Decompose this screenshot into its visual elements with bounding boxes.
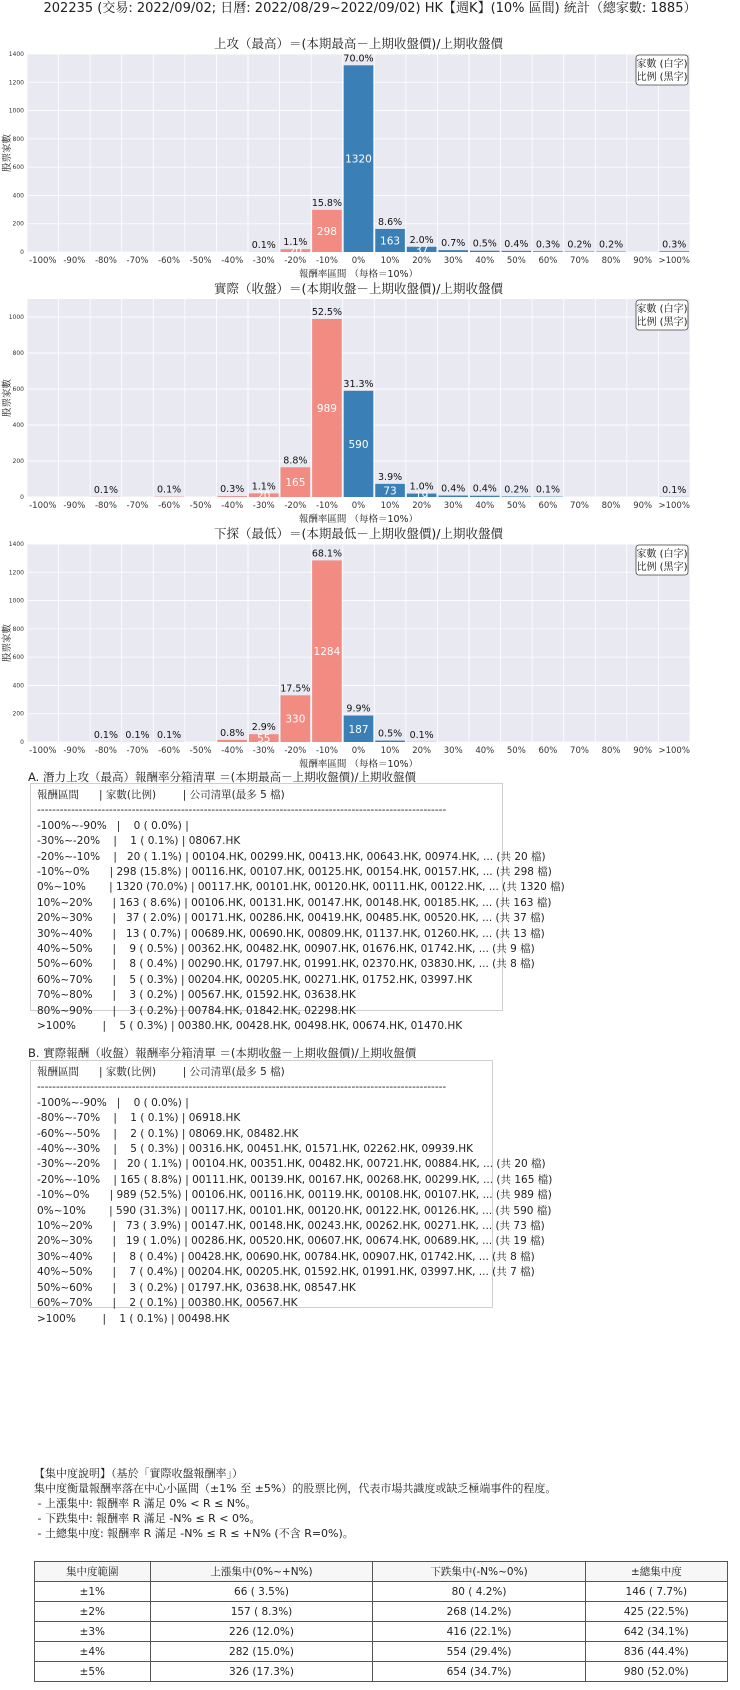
x-tick-label: -50% [189, 256, 212, 266]
x-tick-label: 0% [351, 501, 366, 511]
bar [659, 251, 689, 252]
list-item: -30%~-20% | 20 ( 1.1%) | 00104.HK, 00351.HK, 00482.HK, 00721.HK, 00884.HK, ... (共 20 檔) [37, 1158, 546, 1171]
x-tick-label: 20% [412, 746, 432, 756]
list-item: 40%~50% | 9 ( 0.5%) | 00362.HK, 00482.HK, 00907.HK, 01676.HK, 01742.HK, ... (共 9 檔) [37, 943, 535, 956]
list-item: 20%~30% | 19 ( 1.0%) | 00286.HK, 00520.HK, 00607.HK, 00674.HK, 00689.HK, ... (共 19 檔) [37, 1235, 545, 1248]
percent-label: 0.8% [220, 727, 245, 739]
percent-label: 0.5% [378, 728, 403, 740]
x-tick-label: -40% [221, 746, 244, 756]
y-tick-label: 1000 [8, 107, 24, 115]
percent-label: 0.4% [441, 483, 466, 495]
x-tick-label: -30% [252, 501, 275, 511]
table-cell: 268 (14.2%) [373, 1602, 585, 1622]
list-item: -10%~0% | 298 (15.8%) | 00116.HK, 00107.HK, 00125.HK, 00154.HK, 00157.HK, ... (共 298 檔) [37, 866, 552, 879]
list-item: 50%~60% | 3 ( 0.2%) | 01797.HK, 03638.HK, 08547.HK [37, 1281, 356, 1294]
legend-line-1: 家數 (白字) [636, 549, 688, 560]
note-line: 【集中度說明】（基於「實際收盤報酬率」） [34, 1467, 243, 1480]
percent-label: 68.1% [311, 548, 343, 560]
x-tick-label: 30% [443, 256, 463, 266]
list-item: -100%~-90% | 0 ( 0.0%) | [37, 1096, 189, 1109]
x-tick-label: -100% [29, 501, 57, 511]
x-tick-label: -90% [63, 746, 86, 756]
y-tick-label: 400 [12, 192, 24, 200]
list-item: 10%~20% | 73 ( 3.9%) | 00147.HK, 00148.HK, 00243.HK, 00262.HK, 00271.HK, ... (共 73 檔) [37, 1220, 545, 1233]
section-b-list [30, 1060, 553, 1325]
list-item: -10%~0% | 989 (52.5%) | 00106.HK, 00116.HK, 00119.HK, 00108.HK, 00107.HK, ... (共 989 檔) [37, 1189, 552, 1202]
count-label: 989 [316, 402, 337, 415]
count-label: 187 [348, 723, 369, 736]
x-tick-label: -20% [284, 256, 307, 266]
chart-upper-attack [0, 36, 740, 291]
list-item: 報酬區間 | 家數(比例) | 公司清單(最多 5 檔) [37, 1066, 285, 1078]
percent-label: 0.1% [157, 484, 182, 496]
bar [470, 496, 500, 497]
x-tick-label: 50% [506, 256, 526, 266]
count-label: 298 [316, 225, 337, 238]
count-label: 590 [348, 438, 369, 451]
y-tick-label: 400 [12, 682, 24, 690]
list-item: 報酬區間 | 家數(比例) | 公司清單(最多 5 檔) [37, 789, 285, 801]
list-item: >100% | 5 ( 0.3%) | 00380.HK, 00428.HK, 00498.HK, 00674.HK, 01470.HK [37, 1020, 463, 1033]
list-item: 30%~40% | 13 ( 0.7%) | 00689.HK, 00690.HK, 00809.HK, 01137.HK, 01260.HK, ... (共 13 檔) [37, 927, 545, 940]
percent-label: 8.8% [283, 455, 308, 467]
chart-lower-probe [0, 526, 740, 781]
y-tick-label: 1200 [8, 569, 24, 577]
x-tick-label: -60% [158, 746, 181, 756]
percent-label: 70.0% [343, 53, 374, 65]
y-tick-label: 600 [12, 654, 24, 662]
y-tick-label: 600 [12, 386, 24, 393]
x-axis-label: 報酬率區間 （每格＝10%） [298, 759, 419, 770]
x-tick-label: -10% [315, 746, 338, 756]
y-tick-label: 1400 [8, 541, 24, 548]
table-cell: 226 (12.0%) [150, 1622, 373, 1642]
table-cell: 980 (52.0%) [585, 1662, 727, 1682]
table-row [35, 1582, 728, 1602]
percent-label: 15.8% [311, 197, 343, 209]
percent-label: 0.1% [409, 729, 434, 741]
list-item: 50%~60% | 8 ( 0.4%) | 00290.HK, 01797.HK, 01991.HK, 02370.HK, 03830.HK, ... (共 8 檔) [37, 958, 535, 971]
x-tick-label: -20% [284, 501, 307, 511]
percent-label: 1.0% [409, 481, 434, 493]
page-header: 202235 (交易: 2022/09/02; 日曆: 2022/08/29~2022/09/02) HK【週K】(10% 區間) 統計（總家數: 1885） [43, 1, 697, 16]
x-tick-label: 20% [412, 501, 432, 511]
x-tick-label: 50% [506, 501, 526, 511]
percent-label: 0.4% [504, 238, 529, 250]
x-tick-label: 70% [570, 256, 589, 266]
x-tick-label: 60% [538, 256, 558, 266]
y-tick-label: 200 [12, 710, 24, 718]
bar [217, 496, 247, 497]
count-label: 1284 [313, 646, 341, 659]
list-item: -40%~-30% | 5 ( 0.3%) | 00316.HK, 00451.HK, 01571.HK, 02262.HK, 09939.HK [37, 1143, 474, 1156]
x-tick-label: 90% [633, 256, 653, 266]
bar [470, 251, 500, 252]
x-axis-label: 報酬率區間 （每格＝10%） [298, 514, 419, 525]
percent-label: 0.1% [662, 484, 687, 496]
count-label: 163 [380, 235, 401, 248]
x-tick-label: 40% [475, 501, 495, 511]
chart-title: 下探（最低）＝(本期最低－上期收盤價)/上期收盤價 [214, 526, 503, 541]
table-cell: 416 (22.1%) [373, 1622, 585, 1642]
table-header: 下跌集中(-N%~0%) [373, 1562, 585, 1582]
section-a-list [30, 783, 565, 1033]
percent-label: 0.2% [567, 239, 592, 251]
table-cell: 282 (15.0%) [150, 1642, 373, 1662]
x-tick-label: 40% [475, 256, 495, 266]
count-label: 330 [285, 713, 306, 726]
x-tick-label: 20% [412, 256, 432, 266]
x-tick-label: -70% [126, 746, 149, 756]
list-item: -60%~-50% | 2 ( 0.1%) | 08069.HK, 08482.HK [37, 1127, 299, 1140]
concentration-notes [34, 1466, 556, 1541]
percent-label: 31.3% [343, 378, 374, 390]
table-header: 上漲集中(0%~+N%) [150, 1562, 373, 1582]
x-tick-label: 80% [601, 501, 621, 511]
table-cell: ±3% [35, 1622, 151, 1642]
list-item: -30%~-20% | 1 ( 0.1%) | 08067.HK [37, 835, 241, 848]
x-tick-label: 30% [443, 501, 463, 511]
list-item: 30%~40% | 8 ( 0.4%) | 00428.HK, 00690.HK, 00784.HK, 00907.HK, 01742.HK, ... (共 8 檔) [37, 1250, 535, 1263]
y-tick-label: 800 [12, 350, 24, 357]
y-tick-label: 200 [12, 220, 24, 228]
y-tick-label: 600 [12, 164, 24, 172]
x-tick-label: 10% [380, 746, 400, 756]
count-label: 55 [257, 733, 271, 746]
bar [502, 251, 532, 252]
list-item: 70%~80% | 3 ( 0.2%) | 00567.HK, 01592.HK, 03638.HK [37, 989, 356, 1002]
x-tick-label: 70% [570, 501, 589, 511]
table-row [35, 1622, 728, 1642]
table-cell: 554 (29.4%) [373, 1642, 585, 1662]
count-label: 20 [288, 245, 303, 258]
count-label: 1320 [345, 153, 372, 166]
y-tick-label: 800 [12, 135, 24, 143]
y-tick-label: 0 [20, 494, 24, 501]
note-line: - 下跌集中: 報酬率 R 滿足 -N% ≤ R < 0%。 [34, 1512, 261, 1525]
table-header: ±總集中度 [585, 1562, 727, 1582]
note-line: 集中度衡量報酬率落在中心小區間（±1% 至 ±5%）的股票比例，代表市場共識度或缺乏極端事件的程度。 [34, 1482, 557, 1495]
list-item: ------------------------------------------------------------------------------------------------------------ [37, 1081, 447, 1094]
percent-label: 3.9% [378, 471, 403, 483]
list-item: ------------------------------------------------------------------------------------------------------------ [37, 804, 447, 817]
list-item: 40%~50% | 7 ( 0.4%) | 00204.HK, 00205.HK, 01592.HK, 01991.HK, 03997.HK, ... (共 7 檔) [37, 1266, 535, 1279]
count-label: 165 [285, 477, 306, 490]
list-item: -20%~-10% | 165 ( 8.8%) | 00111.HK, 00139.HK, 00167.HK, 00268.HK, 00299.HK, ... (共 165 檔) [37, 1173, 553, 1186]
list-item: 80%~90% | 3 ( 0.2%) | 00784.HK, 01842.HK, 02298.HK [37, 1004, 356, 1017]
x-tick-label: -70% [126, 501, 149, 511]
x-tick-label: >100% [658, 746, 690, 756]
table-row [35, 1642, 728, 1662]
chart-title: 實際（收盤）＝(本期收盤－上期收盤價)/上期收盤價 [214, 281, 503, 296]
x-tick-label: -20% [284, 746, 307, 756]
bar [438, 250, 468, 252]
percent-label: 0.7% [441, 238, 466, 250]
x-tick-label: 0% [351, 746, 366, 756]
percent-label: 0.1% [125, 729, 150, 741]
x-tick-label: -30% [252, 746, 275, 756]
list-item: -100%~-90% | 0 ( 0.0%) | [37, 819, 189, 832]
percent-label: 0.3% [535, 239, 560, 251]
x-tick-label: 10% [380, 501, 400, 511]
table-cell: 836 (44.4%) [585, 1642, 727, 1662]
list-item: 0%~10% | 1320 (70.0%) | 00117.HK, 00101.HK, 00120.HK, 00111.HK, 00122.HK, ... (共 1320 檔) [37, 881, 565, 894]
section-a-title: A. 潛力上攻（最高）報酬率分箱清單 ＝(本期最高－上期收盤價)/上期收盤價 [28, 770, 416, 784]
percent-label: 0.1% [251, 239, 276, 251]
x-tick-label: -10% [315, 256, 338, 266]
x-tick-label: -50% [189, 501, 212, 511]
table-cell: ±2% [35, 1602, 151, 1622]
x-tick-label: -80% [94, 746, 117, 756]
percent-label: 1.1% [283, 237, 308, 249]
y-tick-label: 200 [12, 458, 24, 465]
percent-label: 0.1% [93, 729, 118, 741]
chart-title: 上攻（最高）＝(本期最高－上期收盤價)/上期收盤價 [214, 36, 503, 51]
percent-label: 0.1% [535, 484, 560, 496]
table-cell: ±1% [35, 1582, 151, 1602]
note-line: - 土總集中度: 報酬率 R 滿足 -N% ≤ R ≤ +N% (不含 R=0%)。 [34, 1527, 354, 1540]
bar [217, 740, 247, 742]
legend-box [636, 545, 688, 575]
table-cell: 425 (22.5%) [585, 1602, 727, 1622]
x-tick-label: -90% [63, 501, 86, 511]
x-tick-label: 80% [601, 256, 621, 266]
x-tick-label: >100% [658, 256, 690, 266]
count-label: 20 [257, 490, 271, 503]
y-axis-label: 股票家數 [2, 378, 13, 418]
y-tick-label: 1200 [8, 79, 24, 87]
legend-box [636, 300, 688, 330]
x-tick-label: 0% [351, 256, 366, 266]
list-item: -20%~-10% | 20 ( 1.1%) | 00104.HK, 00299.HK, 00413.HK, 00643.HK, 00974.HK, ... (共 20 檔) [37, 850, 546, 863]
percent-label: 9.9% [346, 703, 371, 715]
x-tick-label: 10% [380, 256, 400, 266]
x-tick-label: 70% [570, 746, 589, 756]
x-tick-label: -100% [29, 256, 57, 266]
y-tick-label: 400 [12, 422, 24, 429]
percent-label: 8.6% [378, 216, 403, 228]
x-tick-label: -100% [29, 746, 57, 756]
count-label: 19 [414, 490, 429, 503]
percent-label: 17.5% [280, 683, 311, 695]
count-label: 73 [383, 485, 397, 498]
table-cell: 326 (17.3%) [150, 1662, 373, 1682]
x-tick-label: -70% [126, 256, 149, 266]
table-cell: 146 ( 7.7%) [585, 1582, 727, 1602]
bar [438, 496, 468, 497]
x-tick-label: >100% [658, 501, 690, 511]
percent-label: 2.0% [409, 234, 434, 246]
percent-label: 0.1% [157, 729, 182, 741]
x-tick-label: 40% [475, 746, 495, 756]
x-tick-label: 50% [506, 746, 526, 756]
x-tick-label: -30% [252, 256, 275, 266]
y-tick-label: 0 [20, 249, 24, 256]
count-label: 37 [414, 244, 429, 257]
x-tick-label: -60% [158, 501, 181, 511]
table-header-row [35, 1562, 728, 1582]
list-item: >100% | 1 ( 0.1%) | 00498.HK [37, 1312, 230, 1325]
x-tick-label: -90% [63, 256, 86, 266]
percent-label: 0.5% [472, 238, 497, 250]
y-tick-label: 800 [12, 625, 24, 633]
legend-line-2: 比例 (黑字) [636, 317, 688, 328]
table-cell: 642 (34.1%) [585, 1622, 727, 1642]
table-row [35, 1602, 728, 1622]
y-tick-label: 1400 [8, 51, 24, 58]
x-tick-label: 30% [443, 746, 463, 756]
legend-line-2: 比例 (黑字) [636, 72, 688, 83]
chart-actual-close [0, 281, 740, 536]
percent-label: 0.2% [599, 239, 624, 251]
y-axis-label: 股票家數 [2, 133, 13, 173]
x-tick-label: 60% [538, 501, 558, 511]
percent-label: 1.1% [251, 481, 276, 493]
legend-line-1: 家數 (白字) [636, 304, 688, 315]
x-tick-label: 60% [538, 746, 558, 756]
list-item: 60%~70% | 5 ( 0.3%) | 00204.HK, 00205.HK, 00271.HK, 01752.HK, 03997.HK [37, 973, 473, 986]
concentration-table [34, 1561, 728, 1682]
table-cell: 157 ( 8.3%) [150, 1602, 373, 1622]
list-item: 20%~30% | 37 ( 2.0%) | 00171.HK, 00286.HK, 00419.HK, 00485.HK, 00520.HK, ... (共 37 檔) [37, 912, 545, 925]
x-tick-label: 80% [601, 746, 621, 756]
bar [375, 741, 405, 742]
y-tick-label: 0 [20, 739, 24, 746]
percent-label: 52.5% [311, 306, 343, 318]
percent-label: 0.3% [220, 484, 245, 496]
x-tick-label: -60% [158, 256, 181, 266]
y-axis-label: 股票家數 [2, 623, 13, 663]
x-tick-label: -10% [315, 501, 338, 511]
x-tick-label: 90% [633, 501, 653, 511]
x-tick-label: 90% [633, 746, 653, 756]
x-tick-label: -50% [189, 746, 212, 756]
x-tick-label: -40% [221, 256, 244, 266]
bar [502, 496, 532, 497]
table-cell: 80 ( 4.2%) [373, 1582, 585, 1602]
percent-label: 0.2% [504, 484, 529, 496]
y-tick-label: 1000 [8, 314, 24, 321]
percent-label: 2.9% [251, 722, 276, 734]
list-item: -80%~-70% | 1 ( 0.1%) | 06918.HK [37, 1112, 241, 1125]
percent-label: 0.3% [662, 239, 687, 251]
table-cell: 66 ( 3.5%) [150, 1582, 373, 1602]
x-axis-label: 報酬率區間 （每格＝10%） [298, 269, 419, 280]
legend-line-2: 比例 (黑字) [636, 562, 688, 573]
table-cell: ±4% [35, 1642, 151, 1662]
table-row [35, 1662, 728, 1682]
table-cell: 654 (34.7%) [373, 1662, 585, 1682]
y-tick-label: 1000 [8, 597, 24, 605]
percent-label: 0.1% [93, 484, 118, 496]
percent-label: 0.4% [472, 483, 497, 495]
list-item: 10%~20% | 163 ( 8.6%) | 00106.HK, 00131.HK, 00147.HK, 00148.HK, 00185.HK, ... (共 163 檔) [37, 896, 552, 909]
legend-box [636, 55, 688, 85]
x-tick-label: -80% [94, 256, 117, 266]
x-tick-label: -40% [221, 501, 244, 511]
list-item: 0%~10% | 590 (31.3%) | 00117.HK, 00101.HK, 00120.HK, 00122.HK, 00126.HK, ... (共 590 檔) [37, 1204, 552, 1217]
legend-line-1: 家數 (白字) [636, 59, 688, 70]
table-cell: ±5% [35, 1662, 151, 1682]
section-b-title: B. 實際報酬（收盤）報酬率分箱清單 ＝(本期收盤－上期收盤價)/上期收盤價 [28, 1046, 417, 1060]
table-header: 集中度範圍 [35, 1562, 151, 1582]
note-line: - 上漲集中: 報酬率 R 滿足 0% < R ≤ N%。 [34, 1497, 257, 1510]
bar [533, 251, 563, 252]
x-tick-label: -80% [94, 501, 117, 511]
list-item: 60%~70% | 2 ( 0.1%) | 00380.HK, 00567.HK [37, 1297, 298, 1310]
